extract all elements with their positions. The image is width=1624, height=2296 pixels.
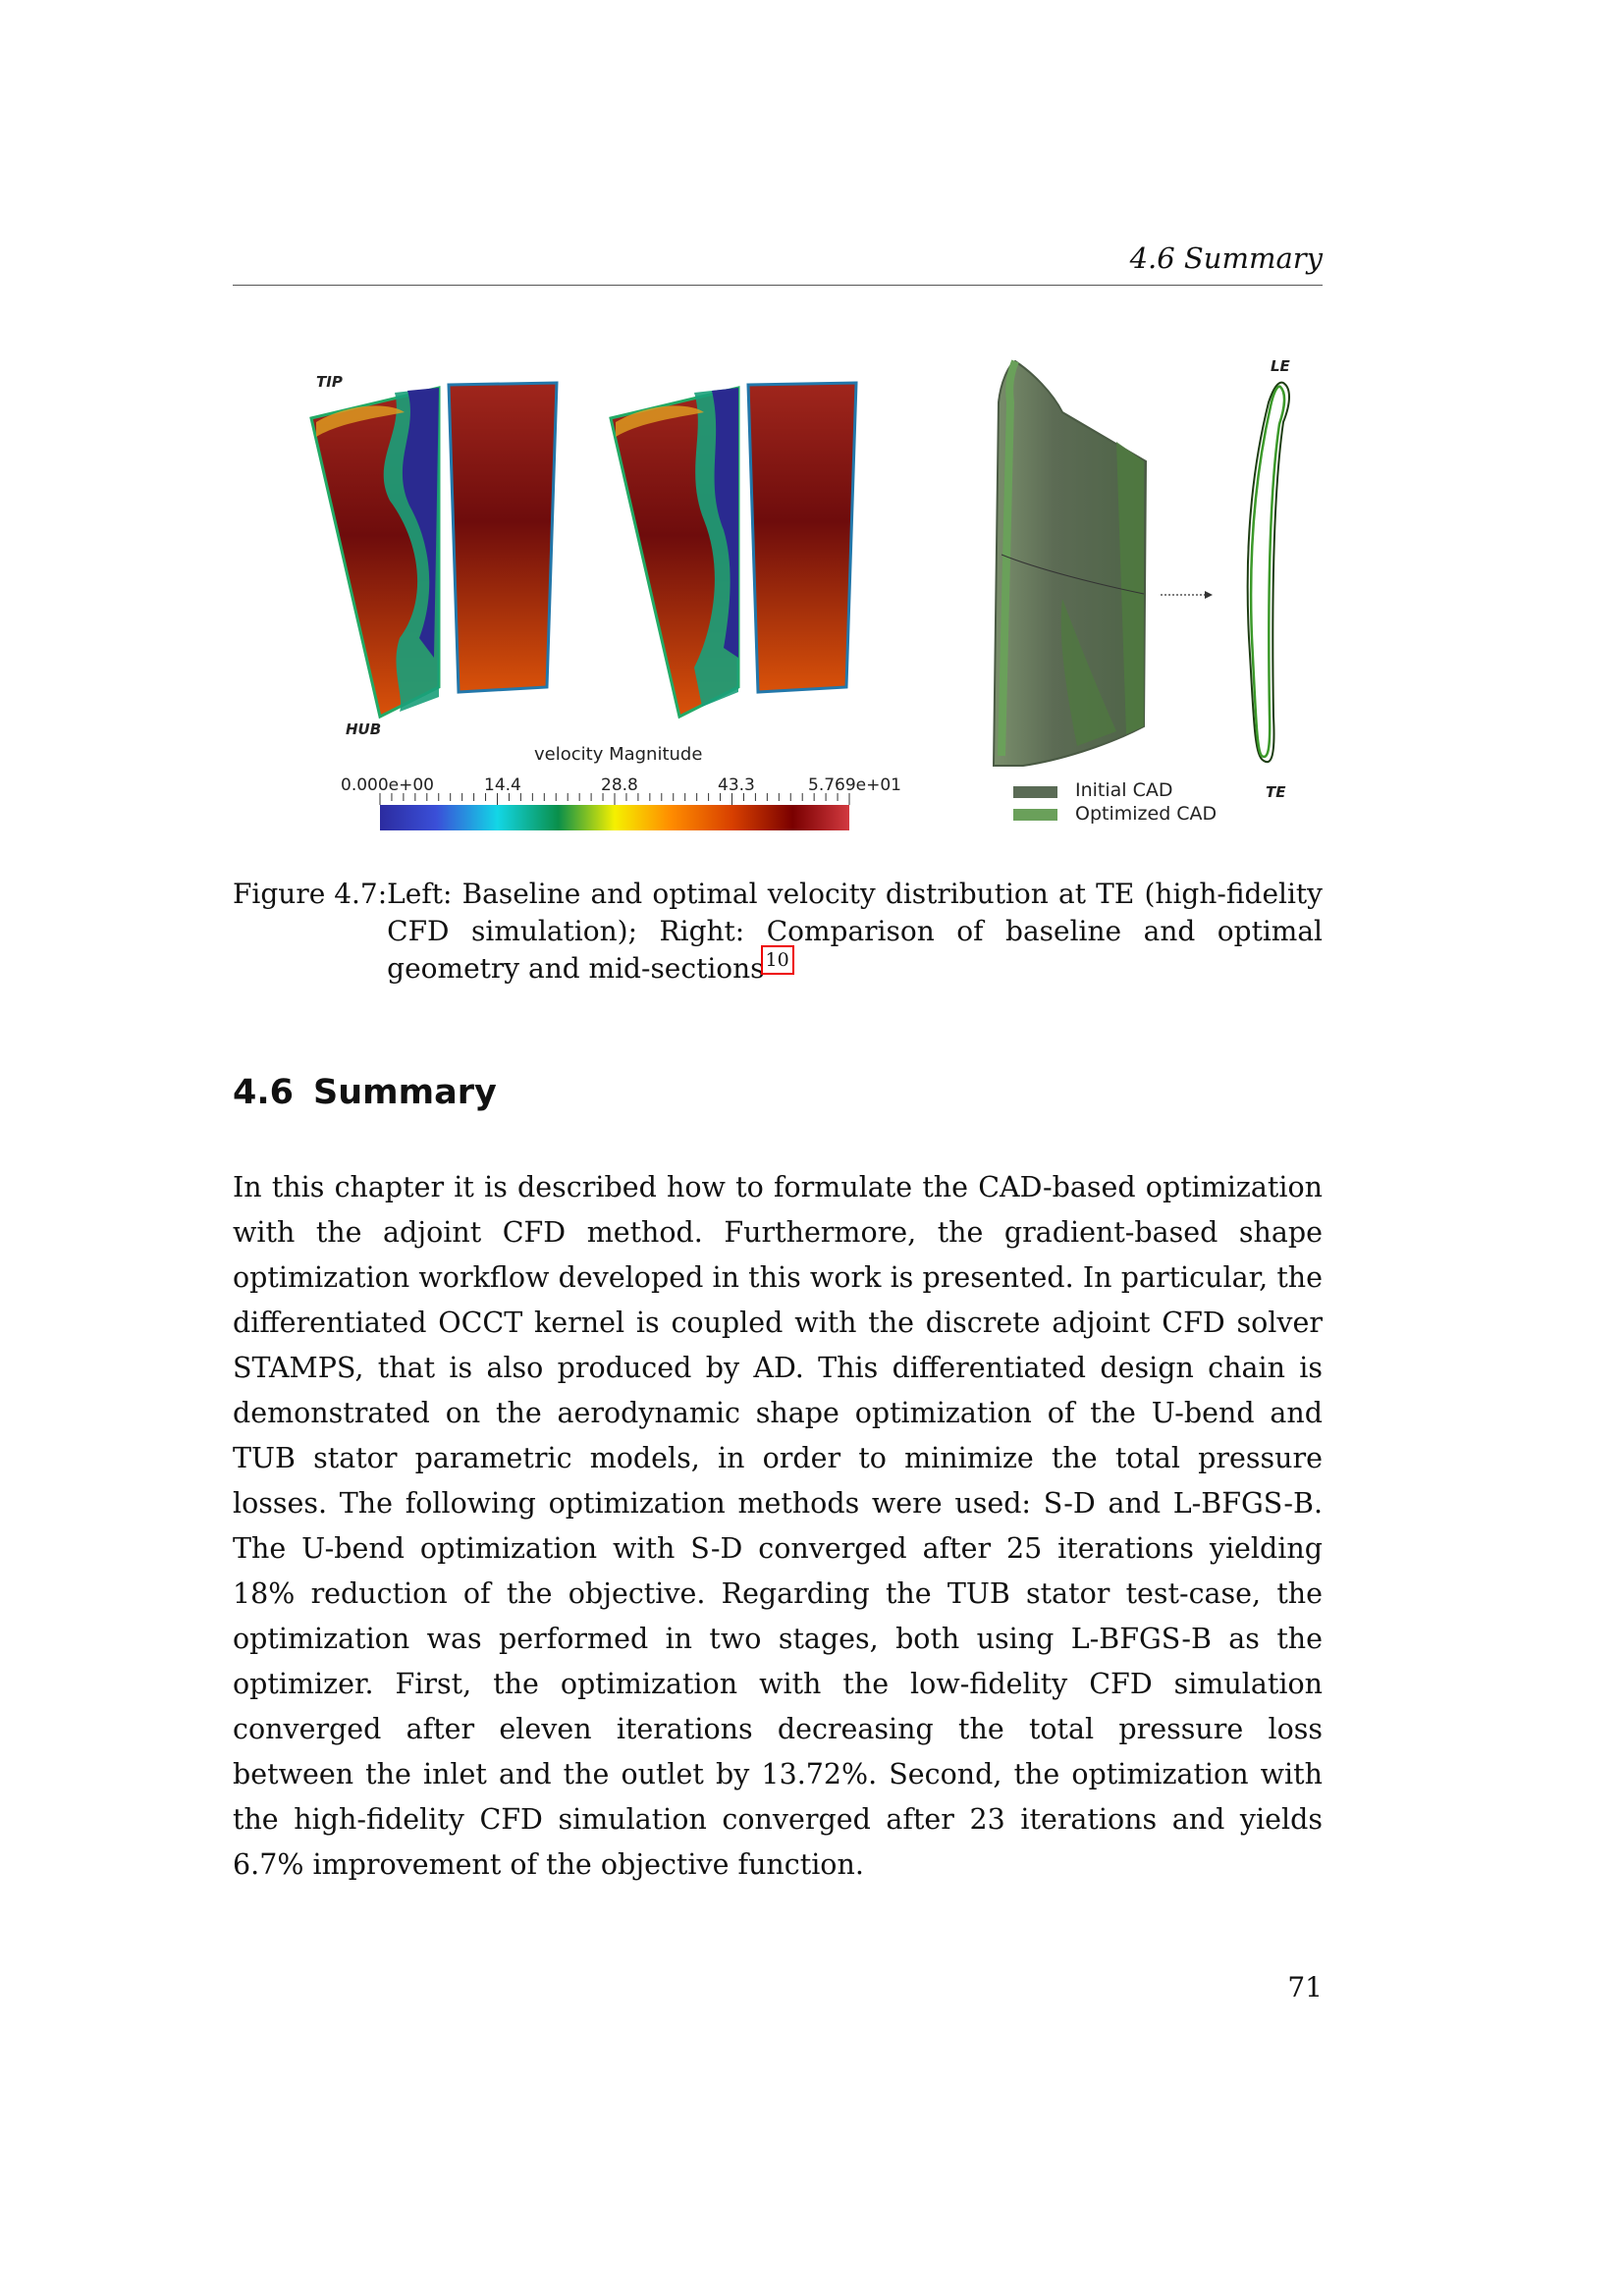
footnote-ref-link[interactable]: 10 — [765, 949, 789, 971]
figure-4-7 — [233, 344, 1323, 854]
colorbar-gradient — [380, 805, 849, 830]
optimal-velocity-contour — [611, 383, 856, 717]
legend-swatch-optimized — [1013, 809, 1057, 821]
section-number: 4.6 — [233, 1073, 295, 1112]
hub-label: HUB — [346, 721, 382, 738]
caption-text: Left: Baseline and optimal velocity distribution at TE (high-fidelity CFD simulation); Right: Comparison of baseline and optimal geometry and mid-sections — [387, 878, 1323, 985]
tip-label: TIP — [316, 373, 343, 391]
colorbar-tick-4: 5.769e+01 — [808, 775, 902, 795]
te-label: TE — [1266, 783, 1286, 801]
velocity-colorbar — [380, 793, 849, 830]
colorbar-tick-0: 0.000e+00 — [341, 775, 435, 795]
colorbar-title: velocity Magnitude — [534, 744, 703, 765]
running-head: 4.6 Summary — [1129, 241, 1323, 275]
legend-optimized-label: Optimized CAD — [1075, 803, 1218, 825]
mid-section-profiles — [1248, 383, 1289, 763]
blade-geometry-comparison — [994, 361, 1213, 766]
figure-caption — [233, 876, 1323, 988]
baseline-velocity-contour — [311, 383, 557, 717]
section-heading — [233, 1073, 497, 1112]
colorbar-tick-2: 28.8 — [601, 775, 638, 795]
summary-paragraph: In this chapter it is described how to formulate the CAD-based optimization with the adjoint CFD method. Furthermore, the gradient-based shape optimization workflow developed in this work is presented. In particular, the differentiated OCCT kernel is coupled with the discrete adjoint CFD solver STAMPS, that is also produced by AD. This differentiated design chain is demonstrated on the aerodynamic shape optimization of the U-bend and TUB stator parametric models, in order to minimize the total pressure losses. The following optimization methods were used: S-D and L-BFGS-B. The U-bend optimization with S-D converged after 25 iterations yielding 18% reduction of the objective. Regarding the TUB stator test-case, the optimization was performed in two stages, both using L-BFGS-B as the optimizer. First, the optimization with the low-fidelity CFD simulation converged after eleven iterations decreasing the total pressure loss between the inlet and the outlet by 13.72%. Second, the optimization with the high-fidelity CFD simulation converged after 23 iterations and yields 6.7% improvement of the objective function. — [233, 1171, 1323, 1881]
caption-label: Figure 4.7: — [233, 878, 388, 910]
section-title: Summary — [313, 1073, 497, 1112]
page-number: 71 — [1287, 1971, 1323, 2003]
colorbar-tick-3: 43.3 — [718, 775, 755, 795]
le-label: LE — [1271, 357, 1290, 375]
legend-swatch-initial — [1013, 786, 1057, 798]
caption-body — [387, 876, 1323, 988]
colorbar-tick-1: 14.4 — [484, 775, 521, 795]
header-rule — [233, 285, 1323, 286]
legend-initial-label: Initial CAD — [1075, 779, 1173, 801]
